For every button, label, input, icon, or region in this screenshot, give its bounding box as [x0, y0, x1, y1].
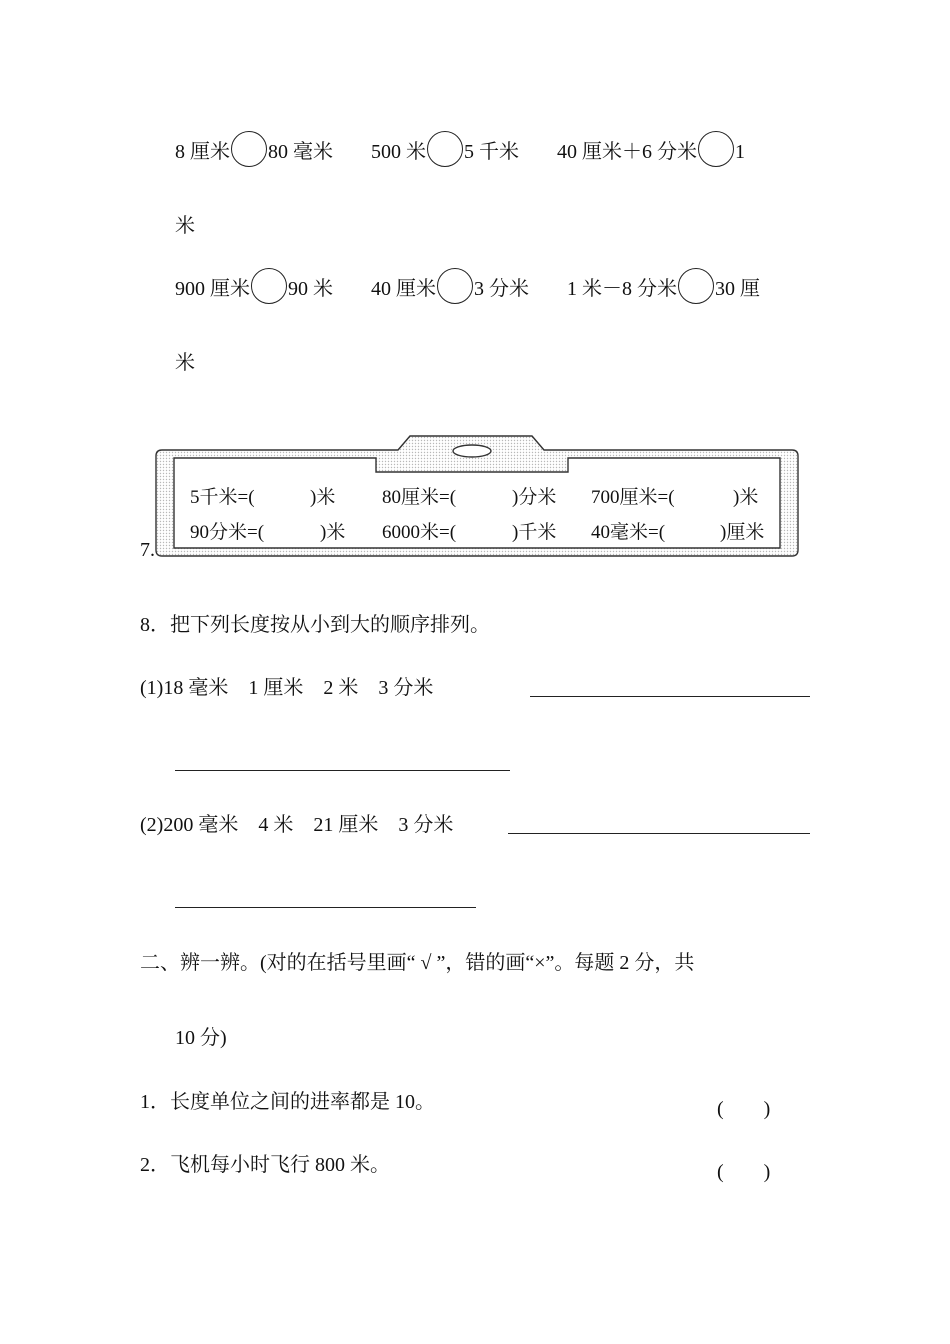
conv-right: )分米	[512, 487, 557, 508]
conv-left: 80厘米=(	[382, 487, 457, 508]
answer-line[interactable]	[530, 696, 810, 697]
section-title: 二、辨一辨。(对的在括号里画“ √ ”，错的画“×”。每题 2 分，共	[140, 952, 695, 974]
answer-circle[interactable]	[678, 268, 714, 304]
section-title-cont: 10 分)	[175, 1027, 227, 1049]
answer-line[interactable]	[175, 770, 510, 771]
compare-right: 30 厘	[715, 278, 760, 300]
conv-left: 6000米=(	[382, 522, 457, 543]
compare-right: 90 米	[288, 278, 333, 300]
judge-item-1: 1．长度单位之间的进率都是 10。	[140, 1091, 435, 1113]
conv-right: )厘米	[720, 522, 765, 543]
conv-left: 40毫米=(	[591, 522, 666, 543]
compare-left: 900 厘米	[175, 278, 250, 300]
compare-item	[371, 128, 519, 164]
compare-item	[557, 128, 745, 164]
compare-item	[175, 128, 333, 164]
answer-circle[interactable]	[437, 268, 473, 304]
compare-item	[567, 265, 760, 301]
compare-left: 40 厘米＋6 分米	[557, 141, 697, 163]
answer-line[interactable]	[508, 833, 810, 834]
answer-circle[interactable]	[251, 268, 287, 304]
wrapped-unit: 米	[175, 352, 195, 374]
conv-left: 700厘米=(	[591, 487, 675, 508]
conv-left: 5千米=(	[190, 487, 255, 508]
judge-item-2: 2．飞机每小时飞行 800 米。	[140, 1154, 390, 1176]
answer-paren[interactable]: ( )	[717, 1098, 771, 1120]
compare-row-1	[175, 128, 745, 164]
conv-right: )米	[320, 522, 346, 543]
question-title: 8．把下列长度按从小到大的顺序排列。	[140, 614, 490, 636]
compare-left: 500 米	[371, 141, 426, 163]
sort-item-2: (2)200 毫米 4 米 21 厘米 3 分米	[140, 814, 454, 836]
compare-right: 1	[735, 141, 745, 163]
conv-right: )米	[310, 487, 336, 508]
compare-right: 80 毫米	[268, 141, 333, 163]
answer-line[interactable]	[175, 907, 476, 908]
conv-right: )千米	[512, 522, 557, 543]
wrapped-unit: 米	[175, 215, 195, 237]
compare-row-2	[175, 265, 760, 301]
conv-right: )米	[733, 487, 759, 508]
compare-left: 8 厘米	[175, 141, 230, 163]
compare-item	[371, 265, 529, 301]
compare-left: 1 米－8 分米	[567, 278, 677, 300]
compare-item	[175, 265, 333, 301]
conv-left: 90分米=(	[190, 522, 265, 543]
sort-item-1: (1)18 毫米 1 厘米 2 米 3 分米	[140, 677, 434, 699]
compare-right: 5 千米	[464, 141, 519, 163]
answer-circle[interactable]	[427, 131, 463, 167]
compare-right: 3 分米	[474, 278, 529, 300]
answer-circle[interactable]	[698, 131, 734, 167]
answer-paren[interactable]: ( )	[717, 1161, 771, 1183]
compare-left: 40 厘米	[371, 278, 436, 300]
question-number: 7.	[140, 539, 155, 561]
answer-circle[interactable]	[231, 131, 267, 167]
